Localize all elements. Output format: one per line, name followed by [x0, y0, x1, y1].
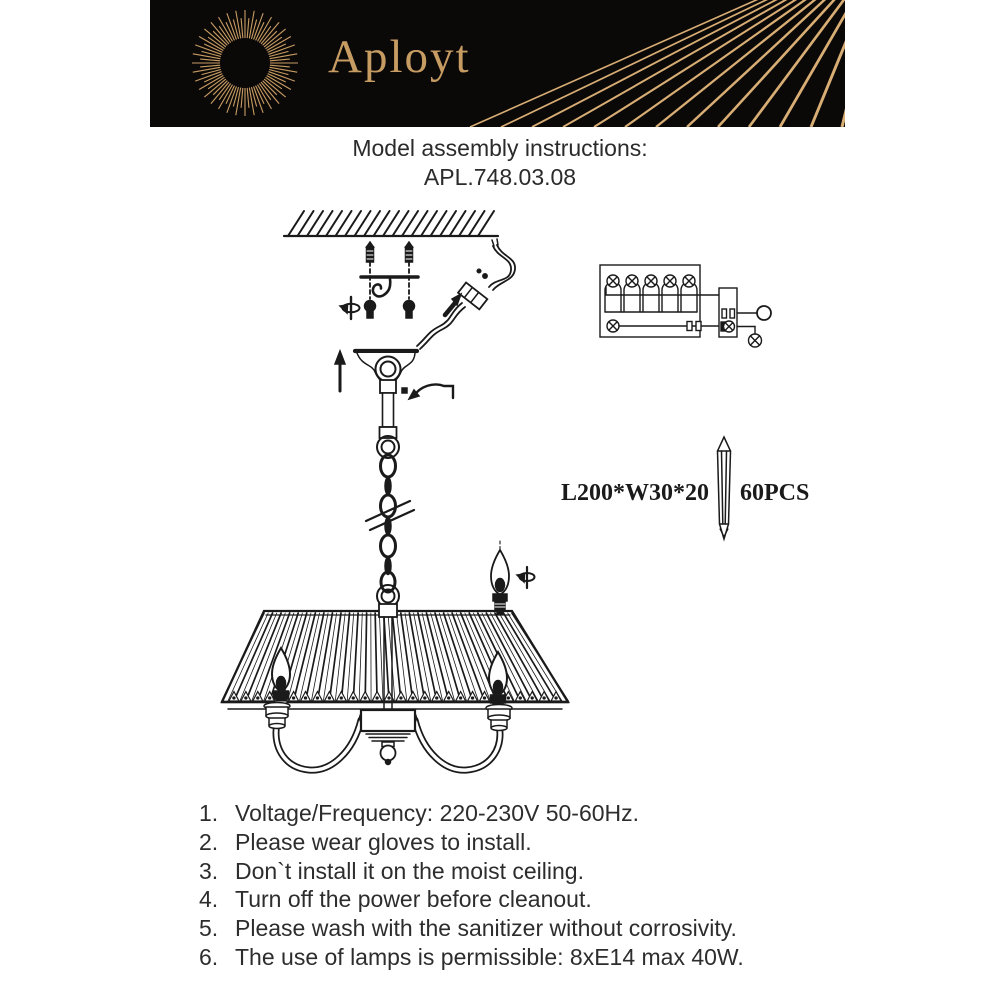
sunburst-logo-icon [192, 10, 298, 116]
rotate-screw-icon [340, 297, 360, 319]
rotate-collar-icon [402, 384, 453, 399]
item-text: Don`t install it on the moist ceiling. [235, 857, 584, 884]
ceiling-hatch-icon [284, 211, 498, 236]
item-number: 4. [199, 886, 219, 913]
crystal-pendant-icon [718, 437, 731, 539]
page-title: Model assembly instructions: [352, 135, 648, 161]
item-number: 3. [199, 857, 219, 884]
item-text: The use of lamps is permissible: 8xE14 max 40W. [235, 943, 744, 970]
list-item [199, 914, 859, 943]
crystal-size-label: L200*W30*20 [560, 480, 709, 506]
item-number: 1. [199, 800, 219, 826]
screw-bulb-icon [491, 541, 535, 614]
crystal-quantity-label: 60PCS [740, 480, 810, 506]
power-cord-icon [417, 239, 515, 349]
chain-icon [366, 455, 414, 607]
brand-banner [150, 0, 845, 127]
item-text: Voltage/Frequency: 220-230V 50-60Hz. [235, 800, 640, 826]
item-number: 5. [199, 915, 219, 942]
item-text: Please wear gloves to install. [235, 828, 532, 855]
rotate-bulb-icon [517, 567, 535, 588]
corner-rays-decoration [470, 0, 845, 127]
item-text: Please wash with the sanitizer without corrosivity. [235, 915, 737, 942]
item-number: 6. [199, 943, 219, 970]
canopy-icon [355, 351, 417, 458]
instructions-list [199, 799, 859, 972]
chandelier-body-icon [264, 703, 512, 771]
brand-logo-text: Aployt [328, 31, 471, 83]
title-block [0, 133, 1000, 192]
list-item [199, 943, 859, 972]
list-item [199, 799, 859, 828]
wiring-diagram [600, 265, 771, 347]
banner-artwork [150, 0, 845, 127]
up-arrow-icon [335, 351, 345, 391]
model-number: APL.748.03.08 [423, 164, 577, 190]
assembly-diagram [180, 200, 820, 800]
list-item [199, 857, 859, 886]
item-number: 2. [199, 828, 219, 855]
item-text: Turn off the power before cleanout. [235, 886, 592, 913]
list-item [199, 885, 859, 914]
list-item [199, 828, 859, 857]
